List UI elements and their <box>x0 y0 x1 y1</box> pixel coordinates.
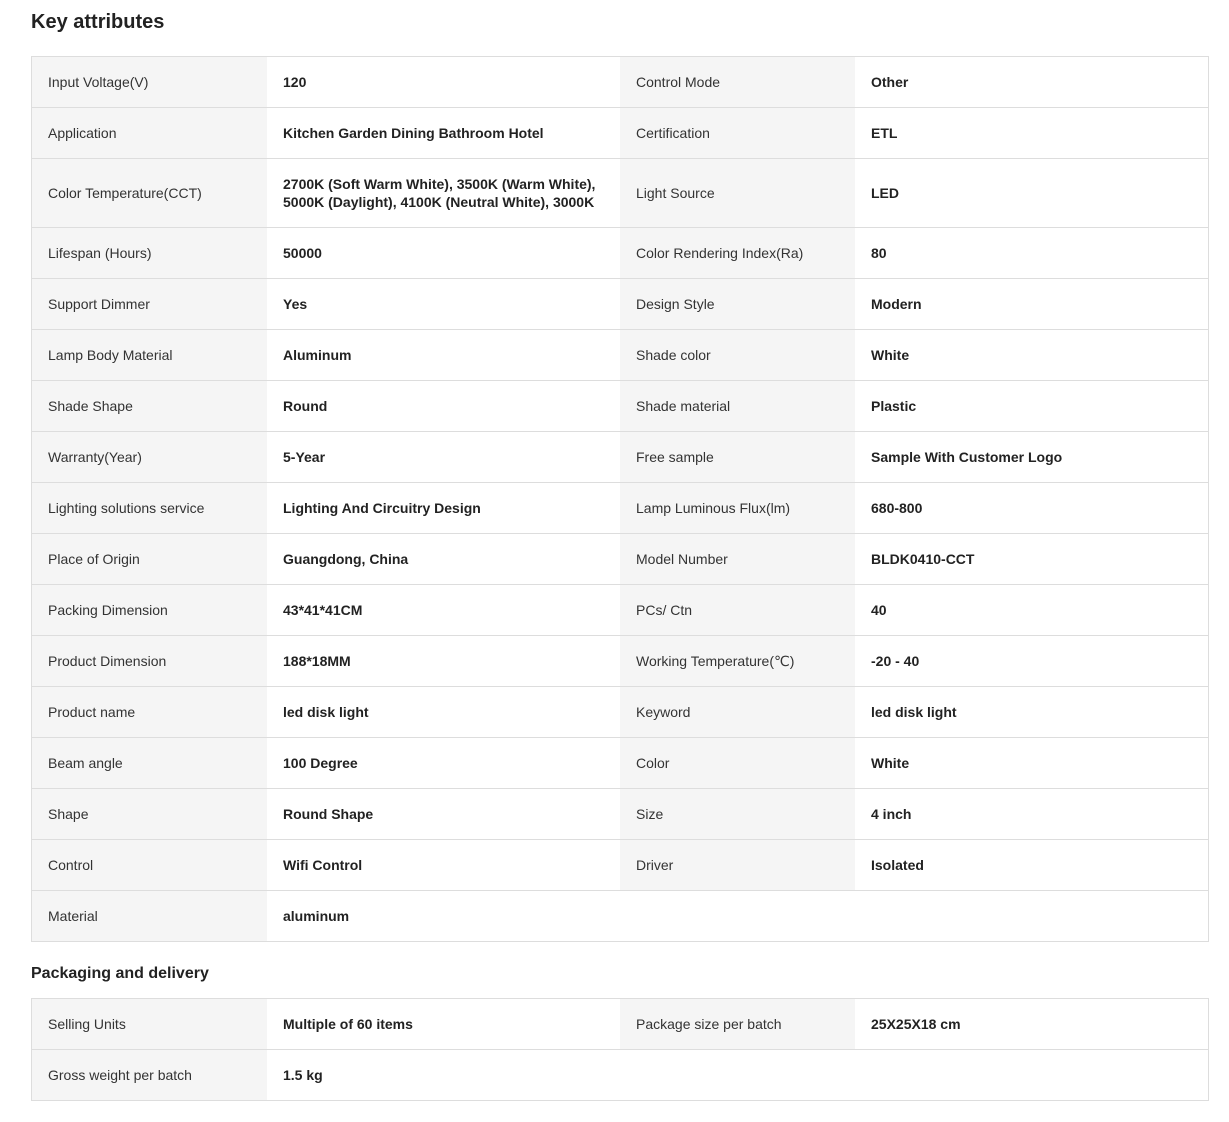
empty-cell <box>855 891 1207 941</box>
attribute-value: White <box>855 330 1207 380</box>
empty-cell <box>620 891 855 941</box>
packaging-delivery-heading: Packaging and delivery <box>31 965 209 982</box>
attribute-name: Control <box>32 840 267 890</box>
attribute-value: -20 - 40 <box>855 636 1207 686</box>
attribute-value: 25X25X18 cm <box>855 999 1207 1049</box>
attribute-name: Working Temperature(℃) <box>620 636 855 686</box>
attribute-row <box>32 159 1208 228</box>
attribute-name: Lighting solutions service <box>32 483 267 533</box>
attribute-name: Gross weight per batch <box>32 1050 267 1100</box>
attribute-name: Shade color <box>620 330 855 380</box>
attribute-row <box>32 483 1208 534</box>
attribute-row <box>32 738 1208 789</box>
attribute-name: Product Dimension <box>32 636 267 686</box>
attribute-value: 80 <box>855 228 1207 278</box>
attribute-row <box>32 585 1208 636</box>
attribute-name: Beam angle <box>32 738 267 788</box>
attribute-value: LED <box>855 159 1207 227</box>
attribute-value: aluminum <box>267 891 620 941</box>
attribute-row <box>32 789 1208 840</box>
attribute-value: Kitchen Garden Dining Bathroom Hotel <box>267 108 620 158</box>
attribute-name: Lamp Luminous Flux(lm) <box>620 483 855 533</box>
attribute-value: Other <box>855 57 1207 107</box>
attribute-row <box>32 891 1208 942</box>
attribute-row <box>32 432 1208 483</box>
attribute-value: 50000 <box>267 228 620 278</box>
attribute-value: Plastic <box>855 381 1207 431</box>
attribute-name: Color Rendering Index(Ra) <box>620 228 855 278</box>
attribute-row <box>32 1050 1208 1101</box>
attribute-name: Selling Units <box>32 999 267 1049</box>
attribute-name: Size <box>620 789 855 839</box>
attribute-name: Shade Shape <box>32 381 267 431</box>
attribute-name: Driver <box>620 840 855 890</box>
attribute-name: Shade material <box>620 381 855 431</box>
attribute-name: Place of Origin <box>32 534 267 584</box>
attribute-name: Color Temperature(CCT) <box>32 159 267 227</box>
packaging-delivery-table <box>31 998 1209 1101</box>
attribute-name: Light Source <box>620 159 855 227</box>
attribute-name: Keyword <box>620 687 855 737</box>
attribute-value: ETL <box>855 108 1207 158</box>
attribute-value: Aluminum <box>267 330 620 380</box>
attribute-value: 188*18MM <box>267 636 620 686</box>
attribute-value: 40 <box>855 585 1207 635</box>
attribute-value: Isolated <box>855 840 1207 890</box>
key-attributes-table <box>31 56 1209 942</box>
attribute-row <box>32 57 1208 108</box>
attribute-row <box>32 687 1208 738</box>
attribute-value: Multiple of 60 items <box>267 999 620 1049</box>
attribute-value: Lighting And Circuitry Design <box>267 483 620 533</box>
attribute-name: Lifespan (Hours) <box>32 228 267 278</box>
attribute-name: Design Style <box>620 279 855 329</box>
attribute-value: Round <box>267 381 620 431</box>
attribute-name: PCs/ Ctn <box>620 585 855 635</box>
attribute-name: Product name <box>32 687 267 737</box>
attribute-value: 680-800 <box>855 483 1207 533</box>
empty-cell <box>620 1050 855 1100</box>
attribute-row <box>32 636 1208 687</box>
attribute-row <box>32 228 1208 279</box>
attribute-value: Sample With Customer Logo <box>855 432 1207 482</box>
attribute-value: 43*41*41CM <box>267 585 620 635</box>
attribute-value: Guangdong, China <box>267 534 620 584</box>
attribute-value: 4 inch <box>855 789 1207 839</box>
attribute-name: Input Voltage(V) <box>32 57 267 107</box>
attribute-name: Color <box>620 738 855 788</box>
attribute-row <box>32 108 1208 159</box>
key-attributes-heading: Key attributes <box>31 11 165 33</box>
attribute-value: Round Shape <box>267 789 620 839</box>
attribute-value: led disk light <box>267 687 620 737</box>
attribute-value: 2700K (Soft Warm White), 3500K (Warm White), 5000K (Daylight), 4100K (Neutral White), 3000K <box>267 159 620 227</box>
attribute-row <box>32 330 1208 381</box>
attribute-name: Application <box>32 108 267 158</box>
attribute-row <box>32 999 1208 1050</box>
attribute-value: Yes <box>267 279 620 329</box>
attribute-name: Package size per batch <box>620 999 855 1049</box>
attribute-row <box>32 534 1208 585</box>
attribute-name: Model Number <box>620 534 855 584</box>
attribute-name: Certification <box>620 108 855 158</box>
attribute-name: Shape <box>32 789 267 839</box>
attribute-name: Packing Dimension <box>32 585 267 635</box>
attribute-value: BLDK0410-CCT <box>855 534 1207 584</box>
attribute-value: led disk light <box>855 687 1207 737</box>
attribute-row <box>32 381 1208 432</box>
attribute-name: Warranty(Year) <box>32 432 267 482</box>
empty-cell <box>855 1050 1207 1100</box>
attribute-value: 1.5 kg <box>267 1050 620 1100</box>
attribute-name: Control Mode <box>620 57 855 107</box>
attribute-value: 100 Degree <box>267 738 620 788</box>
attribute-value: 5-Year <box>267 432 620 482</box>
attribute-name: Lamp Body Material <box>32 330 267 380</box>
attribute-row <box>32 840 1208 891</box>
attribute-row <box>32 279 1208 330</box>
attribute-name: Free sample <box>620 432 855 482</box>
attribute-value: Modern <box>855 279 1207 329</box>
attribute-value: 120 <box>267 57 620 107</box>
attribute-name: Support Dimmer <box>32 279 267 329</box>
attribute-value: Wifi Control <box>267 840 620 890</box>
attribute-name: Material <box>32 891 267 941</box>
attribute-value: White <box>855 738 1207 788</box>
